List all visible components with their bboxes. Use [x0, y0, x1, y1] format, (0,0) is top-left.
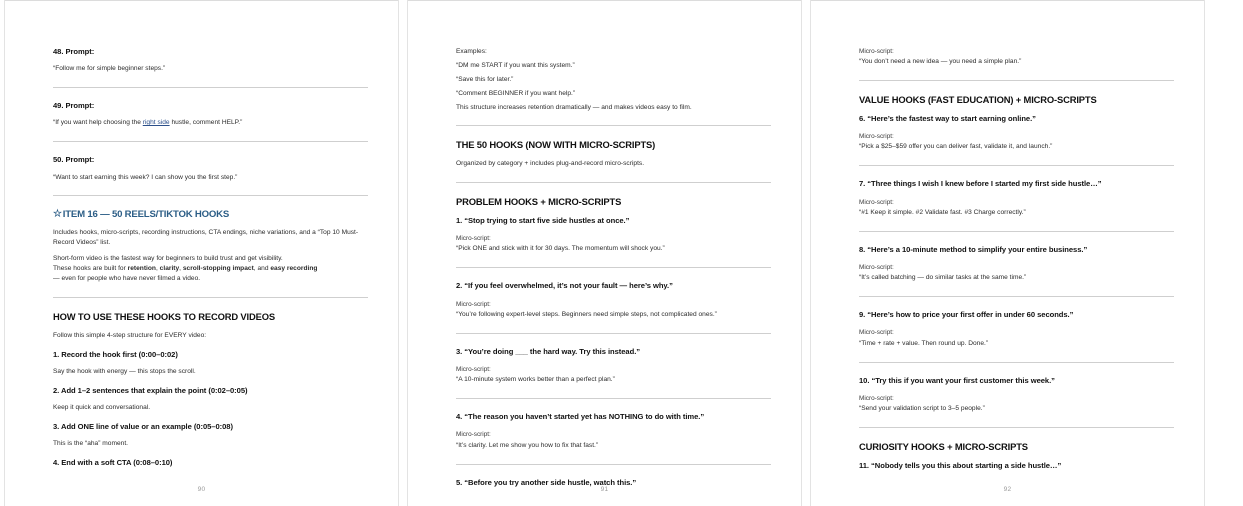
body-line: — even for people who have never filmed a video.	[53, 274, 201, 282]
emphasis: clarity	[159, 265, 180, 273]
spacer	[53, 221, 368, 228]
spacer	[53, 449, 368, 458]
spacer	[456, 226, 771, 234]
document-page-2[interactable]	[408, 0, 801, 506]
spacer	[456, 320, 771, 333]
micro-script-label: Micro-script:	[859, 329, 894, 337]
body-paragraph: “Pick ONE and stick with it for 30 days. The momentum will shock you.”	[456, 245, 665, 253]
body-line: Short-form video is the fastest way for beginners to build trust and get visibility.	[53, 255, 283, 263]
spacer	[859, 363, 1174, 376]
body-paragraph: “If you want help choosing the right side hustle, comment HELP.”	[53, 119, 243, 127]
spacer	[456, 451, 771, 464]
spacer	[53, 413, 368, 422]
spacer	[859, 81, 1174, 94]
spacer	[456, 422, 771, 430]
body-paragraph: “It’s clarity. Let me show you how to fix that fast.”	[456, 441, 599, 449]
section-heading: CURIOSITY HOOKS + MICRO-SCRIPTS	[859, 441, 1028, 453]
spacer	[456, 183, 771, 196]
spacer	[859, 152, 1174, 165]
spacer	[456, 254, 771, 267]
page-3-content	[859, 1, 1174, 506]
spacer	[53, 432, 368, 439]
spacer	[53, 396, 368, 403]
spacer	[859, 124, 1174, 132]
body-paragraph: This is the “aha” moment.	[53, 440, 129, 448]
spacer	[53, 57, 368, 64]
sub-heading: 1. “Stop trying to start five side hustles at once.”	[456, 215, 630, 225]
spacer	[53, 166, 368, 173]
body-paragraph: “#1 Keep it simple. #2 Validate fast. #3 Charge correctly.”	[859, 208, 1026, 216]
micro-script-label: Micro-script:	[859, 48, 894, 55]
sub-heading: 7. “Three things I wish I knew before I started my first side hustle…”	[859, 179, 1102, 189]
spacer	[53, 298, 368, 311]
body-paragraph: Say the hook with energy — this stops the scroll.	[53, 367, 196, 375]
micro-script-label: Micro-script:	[456, 431, 491, 439]
spacer	[859, 414, 1174, 427]
spacer	[859, 190, 1174, 198]
body-paragraph: “Comment BEGINNER if you want help.”	[456, 89, 576, 97]
micro-script-label: Micro-script:	[859, 198, 894, 206]
body-paragraph: “Send your validation script to 3–5 people.”	[859, 405, 985, 413]
emphasis: easy recording	[270, 265, 318, 273]
sub-heading: 8. “Here’s a 10-minute method to simplify your entire business.”	[859, 244, 1088, 254]
emphasis: scroll-stopping impact	[182, 265, 254, 273]
body-paragraph: “It’s called batching — do similar tasks at the same time.”	[859, 274, 1027, 282]
spacer	[859, 283, 1174, 296]
section-heading: HOW TO USE THESE HOOKS TO RECORD VIDEOS	[53, 310, 275, 322]
emphasis: retention	[127, 265, 156, 273]
page-number-1: 90	[197, 486, 206, 493]
micro-script-label: Micro-script:	[859, 394, 894, 402]
spacer	[456, 399, 771, 412]
spacer	[456, 357, 771, 365]
sub-heading: 10. “Try this if you want your first customer this week.”	[859, 375, 1055, 385]
spacer	[53, 323, 368, 331]
micro-script-label: Micro-script:	[859, 133, 894, 141]
body-paragraph: Examples:	[456, 48, 487, 55]
page-gutter-2	[801, 0, 811, 506]
spacer	[859, 218, 1174, 231]
spacer	[859, 255, 1174, 263]
spacer	[53, 377, 368, 386]
body-paragraph: “Want to start earning this week? I can show you the first step.”	[53, 173, 238, 181]
body-paragraph: “Follow me for simple beginner steps.”	[53, 65, 166, 73]
page-1-content	[53, 1, 368, 506]
sub-heading: 2. “If you feel overwhelmed, it’s not your fault — here’s why.”	[456, 281, 673, 291]
body-paragraph: “You’re following expert-level steps. Beginners need simple steps, not complicated ones.”	[456, 310, 717, 318]
spacer	[53, 341, 368, 350]
spacer	[456, 126, 771, 139]
micro-script-label: Micro-script:	[456, 235, 491, 243]
spacer	[53, 111, 368, 118]
spacer	[456, 268, 771, 281]
sub-heading: 49. Prompt:	[53, 101, 95, 111]
star-outline-icon: ☆	[53, 208, 62, 220]
spacer	[859, 386, 1174, 394]
item-heading-label: ITEM 16 — 50 REELS/TIKTOK HOOKS	[62, 209, 230, 221]
spacer	[859, 67, 1174, 80]
item-heading	[53, 209, 368, 221]
spacer	[456, 169, 771, 182]
micro-script-label: Micro-script:	[456, 365, 491, 373]
sub-heading: 3. “You’re doing ___ the hard way. Try this instead.”	[456, 346, 641, 356]
spacer	[859, 349, 1174, 362]
spacer	[859, 232, 1174, 245]
sub-heading: 50. Prompt:	[53, 155, 95, 165]
spacer	[53, 88, 368, 101]
body-paragraph: “Pick a $25–$59 offer you can deliver fast, validate it, and launch.”	[859, 143, 1053, 151]
spacer	[53, 196, 368, 209]
micro-script-label: Micro-script:	[456, 300, 491, 308]
body-paragraph: “You don’t need a new idea — you need a simple plan.”	[859, 58, 1022, 66]
sub-heading: 9. “Here’s how to price your first offer in under 60 seconds.”	[859, 310, 1074, 320]
spacer	[456, 292, 771, 300]
spacer	[859, 297, 1174, 310]
viewport-right-edge	[1204, 0, 1209, 506]
spacer	[456, 385, 771, 398]
sub-heading: 1. Record the hook first (0:00–0:02)	[53, 349, 178, 359]
spacer	[859, 428, 1174, 441]
sub-heading: 6. “Here’s the fastest way to start earning online.”	[859, 113, 1036, 123]
sub-heading: 5. “Before you try another side hustle, watch this.”	[456, 477, 637, 487]
sub-heading: 4. “The reason you haven’t started yet has NOTHING to do with time.”	[456, 412, 705, 422]
sub-heading: 3. Add ONE line of value or an example (0:05–0:08)	[53, 421, 233, 431]
spacer	[53, 74, 368, 87]
spacer	[859, 453, 1174, 461]
inline-link[interactable]: right side	[142, 119, 170, 127]
spacer	[859, 106, 1174, 114]
page-2-content	[456, 1, 771, 506]
spacer	[859, 166, 1174, 179]
spacer	[456, 208, 771, 216]
sub-heading: 2. Add 1–2 sentences that explain the point (0:02–0:05)	[53, 385, 248, 395]
body-paragraph: “Time + rate + value. Then round up. Done.”	[859, 339, 989, 347]
section-heading: VALUE HOOKS (FAST EDUCATION) + MICRO-SCRIPTS	[859, 94, 1097, 106]
body-paragraph: “DM me START if you want this system.”	[456, 61, 575, 69]
body-paragraph: This structure increases retention dramatically — and makes videos easy to film.	[456, 103, 692, 111]
spacer	[859, 320, 1174, 328]
document-page-1[interactable]	[5, 0, 398, 506]
body-paragraph: Keep it quick and conversational.	[53, 403, 151, 411]
spacer	[456, 151, 771, 159]
spacer	[456, 112, 771, 125]
spacer	[53, 128, 368, 141]
body-paragraph: Includes hooks, micro-scripts, recording instructions, CTA endings, niche variations, and a “Top 10 Must-Record Videos” list.	[53, 229, 359, 247]
body-paragraph	[53, 254, 368, 284]
section-heading: PROBLEM HOOKS + MICRO-SCRIPTS	[456, 196, 622, 208]
spacer	[456, 465, 771, 478]
spacer	[53, 284, 368, 297]
body-paragraph: “Save this for later.”	[456, 75, 514, 83]
page-gutter-1	[398, 0, 408, 506]
body-paragraph: Follow this simple 4-step structure for EVERY video:	[53, 331, 207, 339]
section-heading: THE 50 HOOKS (NOW WITH MICRO-SCRIPTS)	[456, 139, 656, 151]
page-number-2: 91	[600, 486, 609, 493]
body-paragraph: “A 10-minute system works better than a perfect plan.”	[456, 376, 615, 384]
spacer	[53, 182, 368, 195]
document-page-3[interactable]	[811, 0, 1204, 506]
micro-script-label: Micro-script:	[859, 264, 894, 272]
page-number-3: 92	[1003, 486, 1012, 493]
body-paragraph: Organized by category + includes plug-and-record micro-scripts.	[456, 160, 645, 168]
sub-heading: 4. End with a soft CTA (0:08–0:10)	[53, 457, 173, 467]
body-line: These hooks are built for retention, clarity, scroll-stopping impact, and easy recording	[53, 265, 318, 273]
spacer	[53, 360, 368, 367]
sub-heading: 48. Prompt:	[53, 47, 95, 56]
spacer	[53, 142, 368, 155]
sub-heading: 11. “Nobody tells you this about starting a side hustle…”	[859, 460, 1062, 470]
spacer	[456, 334, 771, 347]
